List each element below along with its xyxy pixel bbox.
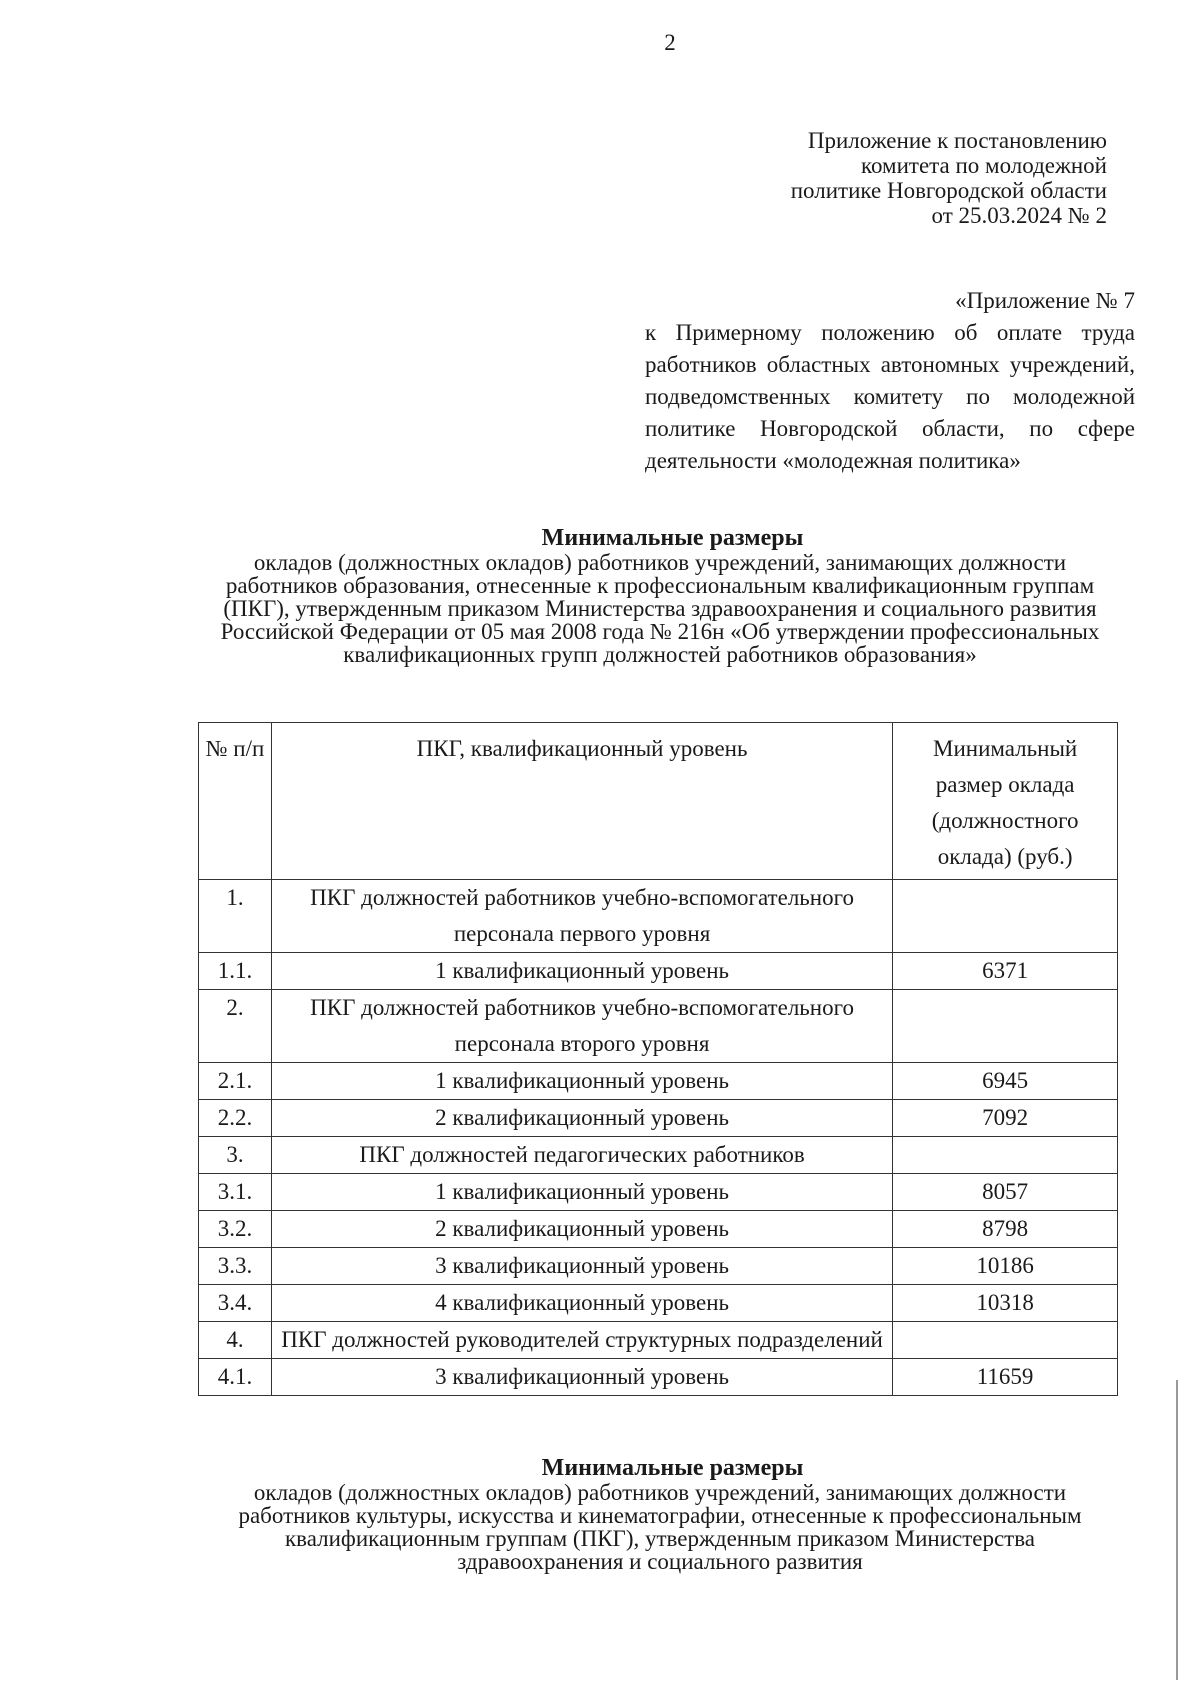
row-name: ПКГ должностей педагогических работников [271,1137,892,1174]
approval-block [791,128,1107,228]
row-value: 8798 [893,1211,1118,1248]
row-num: 4. [199,1322,272,1359]
section2-title: Минимальные размеры [541,1455,804,1481]
appendix-block [645,285,1135,477]
appendix-body: к Примерному положению об оплате труда работников областных автономных учреждений, подведомственных комитету по молодежной политике Новгородской области, по сфере деятельности «молодежная политика» [645,320,1135,473]
section1-heading [0,525,1200,666]
approval-line: политике Новгородской области [790,178,1107,203]
section1-title: Минимальные размеры [541,525,804,551]
row-name: 1 квалификационный уровень [271,1063,892,1100]
table-row [199,1359,1118,1396]
table-row [199,990,1118,1063]
table-row [199,1063,1118,1100]
scan-edge-mark [1176,1380,1178,1680]
header-name: ПКГ, квалификационный уровень [271,723,892,880]
row-value [893,880,1118,953]
table-row [199,880,1118,953]
row-value [893,1322,1118,1359]
row-value: 11659 [893,1359,1118,1396]
header-value: Минимальный размер оклада (должностного оклада) (руб.) [893,723,1118,880]
row-name: ПКГ должностей руководителей структурных подразделений [271,1322,892,1359]
row-num: 3.4. [199,1285,272,1322]
table-header-row [199,723,1118,880]
row-name: 1 квалификационный уровень [271,1174,892,1211]
section1-text: окладов (должностных окладов) работников учреждений, занимающих должности работников образования, отнесенные к профессиональным квалификационным группам (ПКГ), утвержденным приказом Министерства здравоохранения и социального развития Российской Федерации от 05 мая 2008 года № 216н «Об утверждении профессиональных квалификационных групп должностей работников образования» [220,550,1100,667]
section2-text: окладов (должностных окладов) работников учреждений, занимающих должности работников культуры, искусства и кинематографии, отнесенные к профессиональным квалификационным группам (ПКГ), утвержденным приказом Министерства здравоохранения и социального развития [238,1480,1082,1574]
row-value [893,990,1118,1063]
table-row [199,1248,1118,1285]
approval-line: комитета по молодежной [860,153,1107,178]
table-row [199,1137,1118,1174]
row-value: 10186 [893,1248,1118,1285]
row-num: 1.1. [199,953,272,990]
row-num: 2. [199,990,272,1063]
table-row [199,1174,1118,1211]
salary-table [198,722,1118,1396]
page-number: 2 [664,30,676,55]
row-value: 10318 [893,1285,1118,1322]
row-num: 2.1. [199,1063,272,1100]
row-num: 3.2. [199,1211,272,1248]
row-num: 2.2. [199,1100,272,1137]
row-value: 6371 [893,953,1118,990]
table-row [199,953,1118,990]
row-num: 3. [199,1137,272,1174]
table-row [199,1322,1118,1359]
appendix-title: «Приложение № 7 [955,288,1135,313]
row-name: 4 квалификационный уровень [271,1285,892,1322]
row-name: ПКГ должностей работников учебно-вспомогательного персонала второго уровня [271,990,892,1063]
section2-heading [0,1455,1200,1573]
row-value [893,1137,1118,1174]
row-value: 7092 [893,1100,1118,1137]
row-name: 3 квалификационный уровень [271,1359,892,1396]
approval-line: от 25.03.2024 № 2 [931,203,1107,228]
row-name: 1 квалификационный уровень [271,953,892,990]
table-row [199,1100,1118,1137]
header-num: № п/п [199,723,272,880]
row-num: 3.1. [199,1174,272,1211]
row-num: 3.3. [199,1248,272,1285]
table-row [199,1285,1118,1322]
row-name: 2 квалификационный уровень [271,1100,892,1137]
row-num: 4.1. [199,1359,272,1396]
approval-line: Приложение к постановлению [807,128,1107,153]
table-row [199,1211,1118,1248]
row-name: ПКГ должностей работников учебно-вспомогательного персонала первого уровня [271,880,892,953]
row-value: 6945 [893,1063,1118,1100]
row-name: 3 квалификационный уровень [271,1248,892,1285]
row-num: 1. [199,880,272,953]
row-name: 2 квалификационный уровень [271,1211,892,1248]
row-value: 8057 [893,1174,1118,1211]
